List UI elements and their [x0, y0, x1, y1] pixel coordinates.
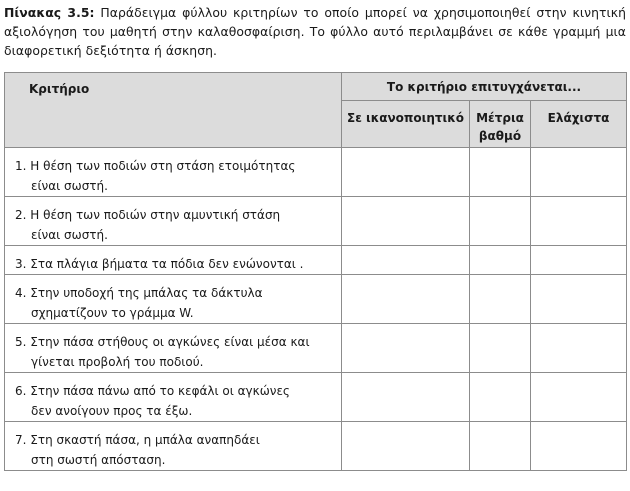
criterion-line1: 2. Η θέση των ποδιών στην αμυντική στάση — [15, 208, 281, 222]
moderate-cell[interactable] — [470, 246, 531, 275]
satisfactory-cell[interactable] — [342, 246, 470, 275]
table-row — [5, 246, 627, 275]
criterion-line2: είναι σωστή. — [31, 179, 108, 193]
table-caption — [4, 3, 626, 60]
criterion-cell — [5, 197, 342, 246]
table-row — [5, 324, 627, 373]
criteria-table — [4, 72, 627, 471]
table-row — [5, 148, 627, 197]
moderate-cell[interactable] — [470, 275, 531, 324]
criterion-line1: 7. Στη σκαστή πάσα, η μπάλα αναπηδάει — [15, 433, 260, 447]
criterion-cell — [5, 246, 342, 275]
caption-text: Παράδειγμα φύλλου κριτηρίων το οποίο μπορεί να χρησιμοποιηθεί στην κινητική αξιολόγηση του μαθητή στην καλαθοσφαίριση. Το φύλλο αυτό περιλαμβάνει σε κάθε γραμμή μια διαφορετική δεξιότητα ή άσκηση. — [4, 5, 626, 58]
satisfactory-cell[interactable] — [342, 148, 470, 197]
criterion-line2: γίνεται προβολή του ποδιού. — [31, 355, 204, 369]
achievement-group-header: Το κριτήριο επιτυγχάνεται... — [342, 73, 627, 101]
moderate-cell[interactable] — [470, 324, 531, 373]
criterion-header: Κριτήριο — [5, 73, 342, 148]
moderate-cell[interactable] — [470, 373, 531, 422]
moderate-cell[interactable] — [470, 148, 531, 197]
table-row — [5, 422, 627, 471]
criterion-line2: δεν ανοίγουν προς τα έξω. — [31, 404, 193, 418]
minimal-header: Ελάχιστα — [531, 101, 627, 148]
criterion-line1: 4. Στην υποδοχή της μπάλας τα δάκτυλα — [15, 286, 263, 300]
criterion-line1: 1. Η θέση των ποδιών στη στάση ετοιμότητας — [15, 159, 296, 173]
table-row — [5, 197, 627, 246]
criterion-line1: 3. Στα πλάγια βήματα τα πόδια δεν ενώνονται . — [15, 257, 304, 271]
satisfactory-cell[interactable] — [342, 373, 470, 422]
satisfactory-cell[interactable] — [342, 197, 470, 246]
satisfactory-cell[interactable] — [342, 324, 470, 373]
satisfactory-header: Σε ικανοποιητικό — [342, 101, 470, 148]
criterion-cell — [5, 148, 342, 197]
criterion-line1: 5. Στην πάσα στήθους οι αγκώνες είναι μέσα και — [15, 335, 310, 349]
moderate-header — [470, 101, 531, 148]
minimal-cell[interactable] — [531, 422, 627, 471]
caption-label: Πίνακας 3.5: — [4, 5, 95, 20]
satisfactory-cell[interactable] — [342, 422, 470, 471]
table-row — [5, 373, 627, 422]
minimal-cell[interactable] — [531, 197, 627, 246]
criterion-cell — [5, 422, 342, 471]
header-row — [5, 73, 627, 101]
satisfactory-cell[interactable] — [342, 275, 470, 324]
criterion-line2: στη σωστή απόσταση. — [31, 453, 166, 467]
criterion-line1: 6. Στην πάσα πάνω από το κεφάλι οι αγκώνες — [15, 384, 290, 398]
moderate-cell[interactable] — [470, 197, 531, 246]
criterion-cell — [5, 373, 342, 422]
moderate-header-line1: Μέτρια — [476, 111, 524, 125]
criterion-line2: είναι σωστή. — [31, 228, 108, 242]
criterion-cell — [5, 324, 342, 373]
minimal-cell[interactable] — [531, 373, 627, 422]
minimal-cell[interactable] — [531, 324, 627, 373]
table-row — [5, 275, 627, 324]
minimal-cell[interactable] — [531, 148, 627, 197]
criterion-cell — [5, 275, 342, 324]
minimal-cell[interactable] — [531, 275, 627, 324]
moderate-cell[interactable] — [470, 422, 531, 471]
minimal-cell[interactable] — [531, 246, 627, 275]
criterion-line2: σχηματίζουν το γράμμα W. — [31, 306, 194, 320]
moderate-header-line2: βαθμό — [478, 129, 522, 143]
